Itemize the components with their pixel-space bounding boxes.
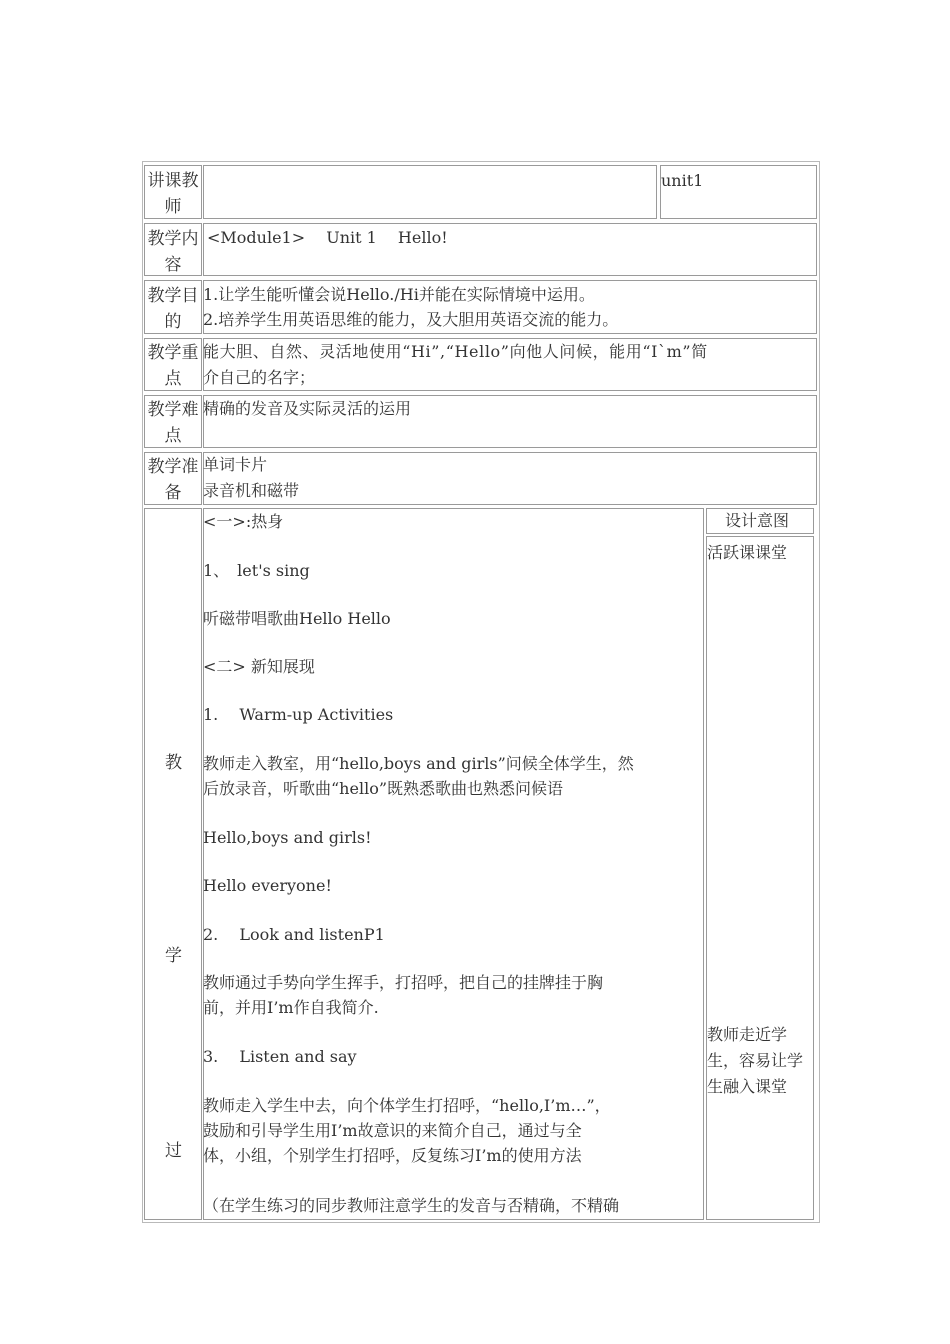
process-para-10: 2. Look and listenP1 xyxy=(203,925,385,944)
process-para-17: （在学生练习的同步教师注意学生的发音与否精确，不精确 xyxy=(203,1196,620,1215)
process-para-4: <二> 新知展现 xyxy=(203,657,315,676)
difficulty-line-1: 精确的发音及实际灵活的运用 xyxy=(203,399,412,418)
unit-value: unit1 xyxy=(661,171,704,190)
prep-line-2: 录音机和磁带 xyxy=(203,481,300,500)
design-note-1: 活跃课课堂 xyxy=(707,543,788,562)
process-para-12: 前，并用I’m作自我简介. xyxy=(203,998,379,1017)
key-line-2: 介自己的名字； xyxy=(203,368,316,387)
key-line-1: 能大胆、自然、灵活地使用“Hi”,“Hello”向他人问候，能用“I`m”简 xyxy=(203,342,708,361)
process-para-9: Hello everyone! xyxy=(203,876,332,895)
design-note-2: 教师走近学生，容易让学生融入课堂 xyxy=(707,1025,804,1096)
content-label: 教学内容 xyxy=(147,229,199,275)
process-para-2: 1、 let's sing xyxy=(203,561,310,580)
process-para-8: Hello,boys and girls! xyxy=(203,828,372,847)
teacher-label: 讲课教师 xyxy=(147,171,199,217)
content-value: <Module1> Unit 1 Hello! xyxy=(207,228,448,247)
process-para-15: 鼓励和引导学生用I’m故意识的来简介自己，通过与全 xyxy=(203,1121,582,1140)
process-side-char-2: 学 xyxy=(165,946,182,966)
prep-label: 教学准备 xyxy=(147,457,199,503)
process-para-6: 教师走入教室，用“hello,boys and girls”问候全体学生，然 xyxy=(203,754,634,773)
aim-line-1: 1.让学生能听懂会说Hello./Hi并能在实际情境中运用。 xyxy=(203,285,595,304)
process-para-5: 1. Warm-up Activities xyxy=(203,705,394,724)
teacher-value-cell xyxy=(203,165,657,219)
process-side-char-1: 教 xyxy=(165,753,182,773)
process-para-1: <一>:热身 xyxy=(203,512,284,531)
design-header: 设计意图 xyxy=(725,511,790,530)
key-label: 教学重点 xyxy=(147,343,199,389)
process-para-14: 教师走入学生中去，向个体学生打招呼，“hello,I’m…”， xyxy=(203,1096,611,1115)
prep-line-1: 单词卡片 xyxy=(203,455,268,474)
process-label-cell xyxy=(144,508,202,1220)
process-para-16: 体，小组，个别学生打招呼，反复练习I’m的使用方法 xyxy=(203,1146,582,1165)
difficulty-label: 教学难点 xyxy=(147,400,199,446)
process-para-3: 听磁带唱歌曲Hello Hello xyxy=(203,609,391,628)
process-side-char-3: 过 xyxy=(165,1141,182,1161)
aim-line-2: 2.培养学生用英语思维的能力，及大胆用英语交流的能力。 xyxy=(203,310,619,329)
aim-label: 教学目的 xyxy=(147,286,199,332)
process-para-11: 教师通过手势向学生挥手，打招呼，把自己的挂牌挂于胸 xyxy=(203,973,604,992)
design-notes-cell xyxy=(706,536,814,1220)
process-para-7: 后放录音，听歌曲“hello”既熟悉歌曲也熟悉问候语 xyxy=(203,779,564,798)
process-para-13: 3. Listen and say xyxy=(203,1047,357,1066)
